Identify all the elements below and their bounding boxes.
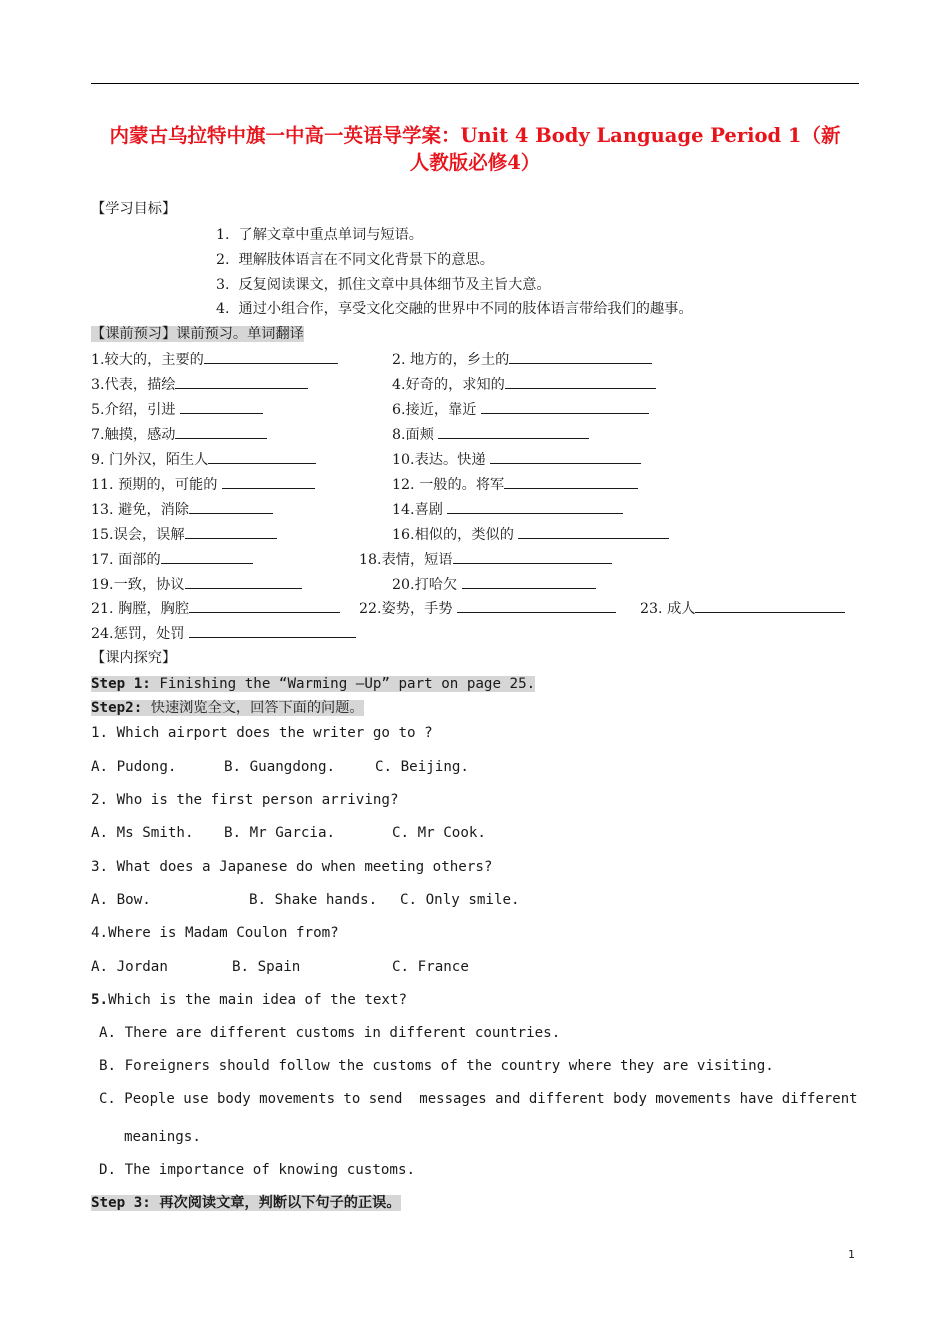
vocab-item: 6.接近，靠近 xyxy=(392,399,649,420)
step-3: Step 3: 再次阅读文章，判断以下句子的正误。 xyxy=(91,1195,401,1211)
vocab-item: 18.表情，短语 xyxy=(359,549,612,570)
answer-blank[interactable] xyxy=(189,499,273,514)
objective-item: 2. 理解肢体语言在不同文化背景下的意思。 xyxy=(216,252,494,268)
objective-item: 3. 反复阅读课文，抓住文章中具体细节及主旨大意。 xyxy=(216,277,551,293)
answer-blank[interactable] xyxy=(208,449,316,464)
answer-blank[interactable] xyxy=(438,424,589,439)
answer-blank[interactable] xyxy=(505,374,656,389)
vocab-item: 4.好奇的，求知的 xyxy=(392,374,656,395)
explore-heading: 【课内探究】 xyxy=(91,650,177,666)
answer-blank[interactable] xyxy=(453,549,612,564)
vocab-item: 21. 胸膛，胸腔 xyxy=(91,598,340,619)
vocab-item: 22.姿势，手势 xyxy=(359,598,616,619)
vocab-item: 3.代表，描绘 xyxy=(91,374,308,395)
vocab-item: 5.介绍，引进 xyxy=(91,399,263,420)
vocab-item: 17. 面部的 xyxy=(91,549,253,570)
vocab-item: 23. 成人 xyxy=(640,598,845,619)
option[interactable]: B. Shake hands. xyxy=(249,892,378,908)
option[interactable]: A. There are different customs in different countries. xyxy=(99,1025,561,1041)
answer-blank[interactable] xyxy=(490,449,641,464)
option-continuation: meanings. xyxy=(124,1129,201,1145)
objective-item: 1. 了解文章中重点单词与短语。 xyxy=(216,227,423,243)
vocab-item: 16.相似的，类似的 xyxy=(392,524,669,545)
vocab-item: 12. 一般的。将军 xyxy=(392,474,638,495)
vocab-item: 2. 地方的，乡土的 xyxy=(392,349,652,370)
vocab-item: 7.触摸，感动 xyxy=(91,424,267,445)
vocab-item: 13. 避免，消除 xyxy=(91,499,273,520)
title-line-1: 内蒙古乌拉特中旗一中高一英语导学案：Unit 4 Body Language Period 1（新 xyxy=(109,124,841,147)
option[interactable]: C. People use body movements to send messages and different body movements have different xyxy=(99,1091,858,1107)
answer-blank[interactable] xyxy=(447,499,623,514)
objectives-heading: 【学习目标】 xyxy=(91,201,177,217)
answer-blank[interactable] xyxy=(481,399,649,414)
vocab-item: 8.面颊 xyxy=(392,424,589,445)
question-2: 2. Who is the first person arriving? xyxy=(91,792,399,808)
option[interactable]: B. Mr Garcia. xyxy=(224,825,336,841)
answer-blank[interactable] xyxy=(175,424,267,439)
objective-item: 4. 通过小组合作，享受文化交融的世界中不同的肢体语言带给我们的趣事。 xyxy=(216,301,693,317)
question-4: 4.Where is Madam Coulon from? xyxy=(91,925,339,941)
step-1: Step 1: Finishing the “Warming –Up” part on page 25. xyxy=(91,676,536,692)
answer-blank[interactable] xyxy=(189,623,356,638)
vocab-item: 9. 门外汉，陌生人 xyxy=(91,449,316,470)
answer-blank[interactable] xyxy=(180,399,263,414)
question-3: 3. What does a Japanese do when meeting others? xyxy=(91,859,493,875)
answer-blank[interactable] xyxy=(462,574,596,589)
option[interactable]: D. The importance of knowing customs. xyxy=(99,1162,416,1178)
page-number: 1 xyxy=(848,1248,855,1261)
option[interactable]: B. Guangdong. xyxy=(224,759,336,775)
vocab-item: 10.表达。快递 xyxy=(392,449,641,470)
answer-blank[interactable] xyxy=(695,598,845,613)
option[interactable]: C. France xyxy=(392,959,469,975)
answer-blank[interactable] xyxy=(161,549,253,564)
preview-heading: 【课前预习】课前预习。单词翻译 xyxy=(91,326,304,342)
vocab-item: 11. 预期的，可能的 xyxy=(91,474,315,495)
option[interactable]: C. Only smile. xyxy=(400,892,520,908)
answer-blank[interactable] xyxy=(222,474,315,489)
document-title xyxy=(91,122,859,176)
answer-blank[interactable] xyxy=(189,598,340,613)
step-2: Step2: 快速浏览全文，回答下面的问题。 xyxy=(91,700,364,716)
answer-blank[interactable] xyxy=(185,574,302,589)
answer-blank[interactable] xyxy=(204,349,338,364)
answer-blank[interactable] xyxy=(518,524,669,539)
option[interactable]: A. Ms Smith. xyxy=(91,825,194,841)
vocab-item: 14.喜剧 xyxy=(392,499,623,520)
question-5: 5.Which is the main idea of the text? xyxy=(91,992,408,1008)
answer-blank[interactable] xyxy=(185,524,277,539)
answer-blank[interactable] xyxy=(457,598,616,613)
vocab-item: 15.误会，误解 xyxy=(91,524,277,545)
option[interactable]: B. Spain xyxy=(232,959,301,975)
title-line-2: 人教版必修4） xyxy=(409,151,541,174)
option[interactable]: C. Mr Cook. xyxy=(392,825,486,841)
option[interactable]: A. Pudong. xyxy=(91,759,177,775)
answer-blank[interactable] xyxy=(509,349,652,364)
option[interactable]: A. Bow. xyxy=(91,892,151,908)
vocab-item: 1.较大的，主要的 xyxy=(91,349,338,370)
vocab-item: 24.惩罚，处罚 xyxy=(91,623,356,644)
header-rule xyxy=(91,83,859,84)
option[interactable]: B. Foreigners should follow the customs of the country where they are visiting. xyxy=(99,1058,774,1074)
answer-blank[interactable] xyxy=(504,474,638,489)
answer-blank[interactable] xyxy=(175,374,308,389)
option[interactable]: C. Beijing. xyxy=(375,759,469,775)
vocab-item: 20.打哈欠 xyxy=(392,574,596,595)
vocab-item: 19.一致，协议 xyxy=(91,574,302,595)
option[interactable]: A. Jordan xyxy=(91,959,168,975)
question-1: 1. Which airport does the writer go to ? xyxy=(91,725,433,741)
